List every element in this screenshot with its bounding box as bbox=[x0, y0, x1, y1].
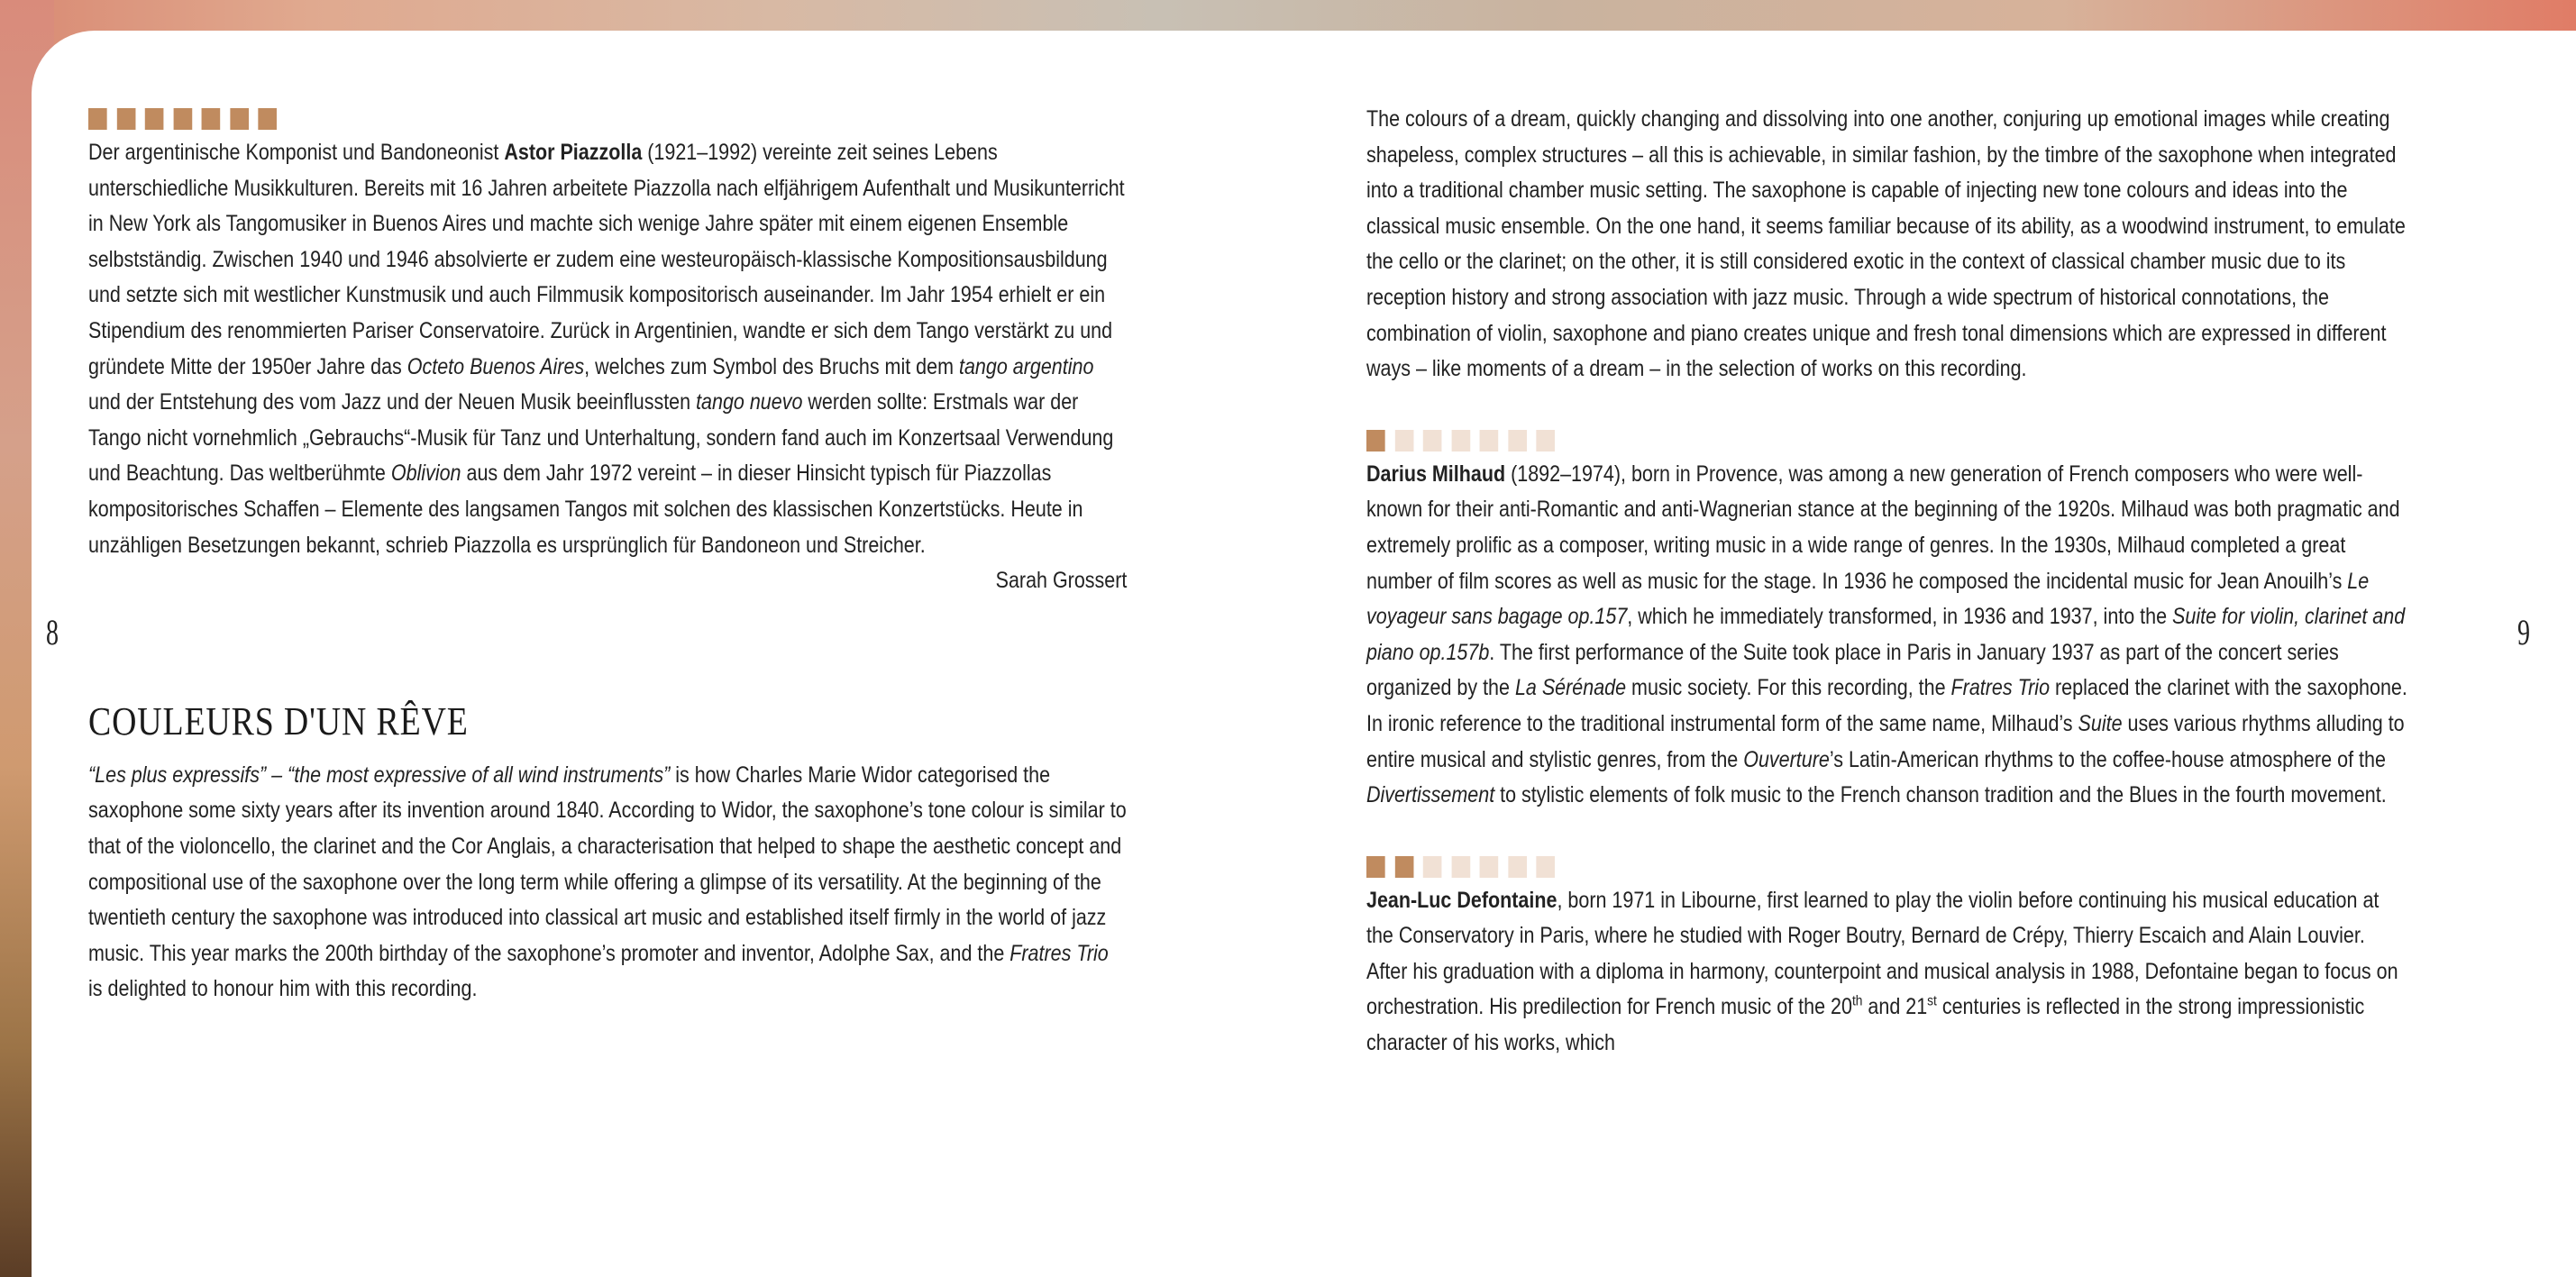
section-marker-milhaud bbox=[1366, 430, 2408, 452]
italic-term: Suite bbox=[2078, 710, 2123, 736]
marker-square bbox=[1536, 856, 1555, 878]
paragraph-gap bbox=[1366, 814, 2408, 850]
italic-term: Fratres Trio bbox=[1950, 675, 2051, 701]
italic-term: Oblivion bbox=[390, 461, 461, 487]
section-marker-piazzolla bbox=[88, 108, 1127, 130]
text-run: centuries is reflected in the strong impressionistic character of his works, which bbox=[1366, 994, 2365, 1056]
ordinal-suffix: th bbox=[1851, 994, 1863, 1010]
marker-square bbox=[202, 108, 221, 130]
marker-square bbox=[230, 108, 249, 130]
section-title: COULEURS D'UN RÊVE bbox=[88, 698, 469, 743]
text-run: and 21 bbox=[1862, 994, 1928, 1020]
text-run: music society. For this recording, the bbox=[1626, 675, 1951, 701]
text-run: is how Charles Marie Widor categorised the saxophone some sixty years after its invention around 1840. According to Widor, the saxophone’s tone colour is similar to that of the violoncello, the clarinet and the Cor Anglais, a characterisation that helped to shape the aesthetic concept and compositional use of the saxophone over the long term while offering a glimpse of its versatility. At the beginning of the twentieth century the saxophone was introduced into classical art music and established itself firmly in the world of jazz music. This year marks the 200th birthday of the saxophone’s promoter and inventor, Adolphe Sax, and the bbox=[88, 762, 1127, 966]
author-signature: Sarah Grossert bbox=[995, 568, 1128, 594]
marker-square bbox=[88, 108, 107, 130]
composer-name: Darius Milhaud bbox=[1366, 461, 1506, 487]
marker-square bbox=[1394, 430, 1413, 452]
ordinal-suffix: st bbox=[1927, 994, 1937, 1010]
defontaine-paragraph bbox=[1366, 883, 2408, 1062]
italic-term: La Sérénade bbox=[1514, 675, 1627, 701]
italic-term: tango argentino bbox=[958, 353, 1094, 379]
marker-square bbox=[1366, 430, 1385, 452]
marker-square bbox=[1480, 430, 1499, 452]
text-run: uses various rhythms alluding to entire musical and stylistic genres, from the bbox=[1366, 710, 2405, 772]
couleurs-paragraph bbox=[88, 758, 1127, 1008]
marker-square bbox=[1451, 430, 1470, 452]
text-run: (1921–1992) vereinte zeit seines Lebens unterschiedliche Musikkulturen. Bereits mit 16 Jahren arbeitete Piazzolla nach elfjährigem Aufenthalt und Musikunterricht in New York als Tangomusiker in Buenos Aires und machte sich wenige Jahre später mit einem eigenen Ensemble selbstständig. Zwischen 1940 und 1946 absolvierte er zudem eine westeuropäisch-klassische Kompositionsausbildung und setzte sich mit westlicher Kunstmusik und auch Filmmusik kompositorisch auseinander. Im Jahr 1954 erhielt er ein Stipendium des renommierten Pariser Conservatoire. Zurück in Argentinien, wandte er sich dem Tango verstärkt zu und gründete Mitte der 1950er Jahre das bbox=[88, 140, 1125, 379]
text-run: und der Entstehung des vom Jazz und der Neuen Musik beeinflussten bbox=[88, 389, 697, 415]
text-run: replaced the clarinet with the saxophone. In ironic reference to the traditional instrumental form of the same name, Milhaud’s bbox=[1366, 675, 2407, 736]
marker-square bbox=[1508, 430, 1527, 452]
text-run: (1892–1974), born in Provence, was among a new generation of French composers who were well-known for their anti-Romantic and anti-Wagnerian stance at the beginning of the 1920s. Milhaud was both pragmatic and extremely prolific as a composer, writing music in a wide range of genres. In the 1930s, Milhaud completed a great number of film scores as well as music for the stage. In 1936 he composed the incidental music for Jean Anouilh’s bbox=[1366, 461, 2400, 594]
page-number-right: 9 bbox=[2517, 612, 2530, 652]
right-column bbox=[1366, 102, 2408, 1062]
marker-square bbox=[1508, 856, 1527, 878]
italic-term: Le voyageur sans bagage op.157 bbox=[1366, 568, 2370, 630]
page-number-left: 8 bbox=[46, 612, 59, 652]
marker-square bbox=[1366, 856, 1385, 878]
text-run: aus dem Jahr 1972 vereint – in dieser Hinsicht typisch für Piazzollas kompositorisches Schaffen – Elemente des langsamen Tangos mit solchen des klassischen Konzertstücks. Heute in unzähligen Besetzungen bekannt, schrieb Piazzolla es ursprünglich für Bandoneon und Streicher. bbox=[88, 461, 1083, 558]
italic-term: Suite for violin, clarinet and piano op.157b bbox=[1366, 604, 2406, 665]
marker-square bbox=[258, 108, 277, 130]
text-run: is delighted to honour him with this recording. bbox=[88, 976, 478, 1002]
italic-term: Ouverture bbox=[1743, 746, 1830, 772]
text-run: werden sollte: Erstmals war der Tango nicht vornehmlich „Gebrauchs“-Musik für Tanz und Unterhaltung, sondern fand auch im Konzertsaal Verwendung und Beachtung. Das weltberühmte bbox=[88, 389, 1114, 487]
text-run: , welches zum Symbol des Bruchs mit dem bbox=[584, 353, 959, 379]
paragraph-gap bbox=[1366, 388, 2408, 424]
text-run: Der argentinische Komponist und Bandoneonist bbox=[88, 140, 505, 165]
composer-name: Astor Piazzolla bbox=[504, 140, 643, 165]
section-marker-defontaine bbox=[1366, 856, 2408, 878]
marker-square bbox=[1394, 856, 1413, 878]
text-run: ’s Latin-American rhythms to the coffee-house atmosphere of the bbox=[1829, 746, 2386, 772]
composer-name: Jean-Luc Defontaine bbox=[1366, 887, 1557, 913]
marker-square bbox=[145, 108, 164, 130]
piazzolla-paragraph bbox=[88, 135, 1127, 563]
text-run: , which he immediately transformed, in 1936 and 1937, into the bbox=[1627, 604, 2173, 630]
marker-square bbox=[1536, 430, 1555, 452]
marker-square bbox=[173, 108, 192, 130]
marker-square bbox=[1423, 856, 1442, 878]
dream-paragraph: The colours of a dream, quickly changing and dissolving into one another, conjuring up emotional images while creating shapeless, complex structures – all this is achievable, in similar fashion, by the timbre of the saxophone when integrated into a traditional chamber music setting. The saxophone is capable of injecting new tone colours and ideas into the classical music ensemble. On the one hand, it seems familiar because of its ability, as a woodwind instrument, to emulate the cello or the clarinet; on the other, it is still considered exotic in the context of classical chamber music due to its reception history and strong association with jazz music. Through a wide spectrum of historical connotations, the combination of violin, saxophone and piano creates unique and fresh tonal dimensions which are expressed in different ways – like moments of a dream – in the selection of works on this recording. bbox=[1366, 106, 2406, 382]
italic-quote: “Les plus expressifs” – “the most expressive of all wind instruments” bbox=[88, 762, 671, 788]
italic-term: Fratres Trio bbox=[1009, 940, 1109, 966]
text-run: , born 1971 in Libourne, first learned to play the violin before continuing his musical education at the Conservatory in Paris, where he studied with Roger Boutry, Bernard de Crépy, Thierry Escaich and Alain Louvier. After his graduation with a diploma in harmony, counterpoint and musical analysis in 1988, Defontaine began to focus on orchestration. His predilection for French music of the 20 bbox=[1366, 887, 2398, 1020]
marker-square bbox=[1480, 856, 1499, 878]
left-column bbox=[88, 102, 1127, 1008]
text-run: to stylistic elements of folk music to the French chanson tradition and the Blues in the fourth movement. bbox=[1494, 782, 2387, 808]
italic-term: Octeto Buenos Aires bbox=[406, 353, 585, 379]
italic-term: Divertissement bbox=[1366, 782, 1495, 808]
marker-square bbox=[116, 108, 135, 130]
marker-square bbox=[1451, 856, 1470, 878]
milhaud-paragraph bbox=[1366, 457, 2408, 814]
italic-term: tango nuevo bbox=[696, 389, 803, 415]
text-run: . The first performance of the Suite took place in Paris in January 1937 as part of the concert series organized by the bbox=[1366, 639, 2339, 701]
marker-square bbox=[1423, 430, 1442, 452]
